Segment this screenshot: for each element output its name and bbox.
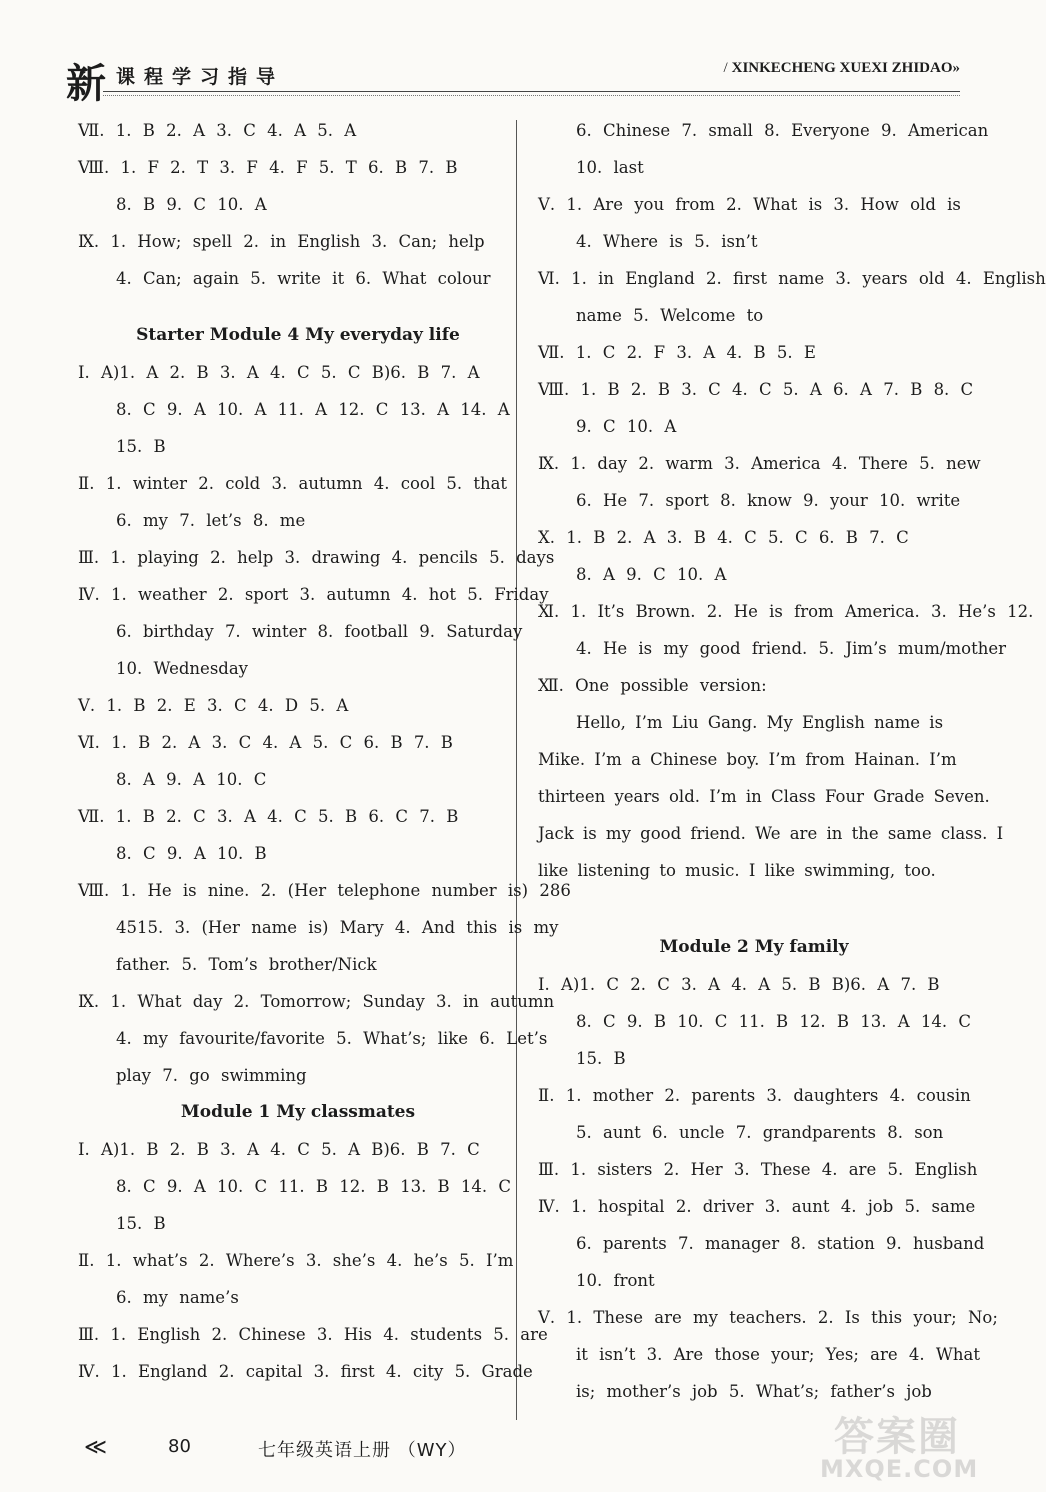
header-latin-text: XINKECHENG XUEXI ZHIDAO (731, 60, 953, 76)
answer-line-continued: 4. Where is 5. isn’t (576, 232, 758, 251)
section-title: Module 2 My family (659, 937, 849, 957)
answer-line: Ⅷ. 1. F 2. T 3. F 4. F 5. T 6. B 7. B (78, 158, 458, 177)
section-title: Module 1 My classmates (180, 1102, 416, 1122)
answer-line: Ⅲ. 1. playing 2. help 3. drawing 4. pencils 5. days (78, 548, 555, 567)
answer-line: Ⅱ. 1. mother 2. parents 3. daughters 4. cousin (538, 1086, 971, 1105)
left-column (78, 112, 571, 1390)
answer-line-continued: 4. He is my good friend. 5. Jim’s mum/mother (576, 639, 1006, 658)
answer-line: Ⅹ. 1. B 2. A 3. B 4. C 5. C 6. B 7. C (538, 528, 909, 547)
essay-line: thirteen years old. I’m in Class Four Grade Seven. (538, 787, 990, 806)
essay-line: Jack is my good friend. We are in the same class. I (538, 824, 1004, 843)
essay-line: like listening to music. I like swimming, too. (538, 861, 936, 880)
answer-line-continued: father. 5. Tom’s brother/Nick (116, 955, 377, 974)
answer-line: Ⅲ. 1. English 2. Chinese 3. His 4. students 5. are (78, 1325, 548, 1344)
answer-line-continued: 6. parents 7. manager 8. station 9. husband (576, 1234, 985, 1253)
answer-line-continued: 8. B 9. C 10. A (116, 195, 267, 214)
answer-line: Ⅷ. 1. He is nine. 2. (Her telephone number is) 286 (78, 881, 571, 900)
answer-line: Ⅺ. 1. It’s Brown. 2. He is from America. 3. He’s 12. (538, 602, 1034, 621)
answer-line: Ⅰ. A)1. A 2. B 3. A 4. C 5. C B)6. B 7. A (78, 363, 480, 382)
header-arrows-icon: » (952, 60, 960, 76)
page-header (0, 0, 1000, 110)
answer-line-continued: 8. C 9. A 10. C 11. B 12. B 13. B 14. C (116, 1177, 512, 1196)
answer-line: Ⅱ. 1. what’s 2. Where’s 3. she’s 4. he’s 5. I’m (78, 1251, 514, 1270)
answer-line-continued: 6. Chinese 7. small 8. Everyone 9. American (576, 121, 989, 140)
essay-line: Mike. I’m a Chinese boy. I’m from Hainan. I’m (538, 750, 957, 769)
answer-line-continued: 5. aunt 6. uncle 7. grandparents 8. son (576, 1123, 944, 1142)
answer-line: Ⅻ. One possible version: (538, 676, 767, 695)
answer-line-continued: 8. C 9. A 10. A 11. A 12. C 13. A 14. A (116, 400, 510, 419)
watermark-text: 答案圈 (834, 1414, 960, 1460)
watermark (820, 1405, 990, 1485)
answer-line: Ⅷ. 1. B 2. B 3. C 4. C 5. A 6. A 7. B 8. C (538, 380, 974, 399)
answer-line-continued: 6. He 7. sport 8. know 9. your 10. write (576, 491, 961, 510)
answer-line-continued: 4515. 3. (Her name is) Mary 4. And this is my (116, 918, 559, 937)
answer-line-continued: 6. birthday 7. winter 8. football 9. Saturday (116, 622, 523, 641)
watermark-url: MXQE.COM (820, 1455, 979, 1483)
answer-line-continued: 4. my favourite/favorite 5. What’s; like 6. Let’s (116, 1029, 548, 1048)
answer-line-continued: 4. Can; again 5. write it 6. What colour (116, 269, 491, 288)
answer-line: Ⅶ. 1. B 2. C 3. A 4. C 5. B 6. C 7. B (78, 807, 459, 826)
answer-line: Ⅴ. 1. These are my teachers. 2. Is this your; No; (538, 1308, 998, 1327)
answer-line: Ⅶ. 1. C 2. F 3. A 4. B 5. E (538, 343, 816, 362)
answer-line: Ⅸ. 1. day 2. warm 3. America 4. There 5. new (538, 454, 981, 473)
answer-line-continued: 8. C 9. A 10. B (116, 844, 267, 863)
essay-line: Hello, I’m Liu Gang. My English name is (576, 713, 944, 732)
footer-arrow-icon: ≪ (84, 1435, 108, 1460)
answer-line: Ⅵ. 1. in England 2. first name 3. years old 4. English (538, 269, 1046, 288)
answer-line: Ⅲ. 1. sisters 2. Her 3. These 4. are 5. English (538, 1160, 978, 1179)
answer-line: Ⅳ. 1. hospital 2. driver 3. aunt 4. job 5. same (538, 1197, 976, 1216)
answer-line-continued: name 5. Welcome to (576, 306, 764, 325)
answer-line: Ⅰ. A)1. B 2. B 3. A 4. C 5. A B)6. B 7. C (78, 1140, 480, 1159)
spacer (78, 297, 518, 317)
right-column (538, 112, 1046, 1410)
answer-line: Ⅱ. 1. winter 2. cold 3. autumn 4. cool 5. that (78, 474, 508, 493)
answer-line-continued: play 7. go swimming (116, 1066, 307, 1085)
answer-line-continued: 6. my 7. let’s 8. me (116, 511, 306, 530)
answer-line-continued: 15. B (116, 1214, 166, 1233)
header-title: 课程学习指导 (116, 66, 285, 88)
page-number: 80 (168, 1436, 191, 1457)
section-title: Starter Module 4 My everyday life (136, 325, 460, 345)
answer-line-continued: is; mother’s job 5. What’s; father’s job (576, 1382, 932, 1401)
answer-line: Ⅵ. 1. B 2. A 3. C 4. A 5. C 6. B 7. B (78, 733, 453, 752)
answer-line: Ⅴ. 1. B 2. E 3. C 4. D 5. A (78, 696, 349, 715)
answer-line-continued: 10. last (576, 158, 644, 177)
answer-line-continued: 10. front (576, 1271, 655, 1290)
answer-line-continued: 10. Wednesday (116, 659, 249, 678)
header-rule-dotted (103, 95, 960, 96)
answer-line-continued: it isn’t 3. Are those your; Yes; are 4. What (576, 1345, 980, 1364)
answer-line: Ⅰ. A)1. C 2. C 3. A 4. A 5. B B)6. A 7. B (538, 975, 940, 994)
spacer (538, 889, 970, 909)
header-rule (103, 91, 960, 92)
spacer (538, 909, 970, 929)
header-logo-char: 新 (66, 60, 106, 107)
answer-line-continued: 15. B (576, 1049, 626, 1068)
answer-line-continued: 9. C 10. A (576, 417, 677, 436)
answer-line-continued: 15. B (116, 437, 166, 456)
answer-line-continued: 8. C 9. B 10. C 11. B 12. B 13. A 14. C (576, 1012, 972, 1031)
answer-line-continued: 8. A 9. C 10. A (576, 565, 727, 584)
answer-line: Ⅳ. 1. weather 2. sport 3. autumn 4. hot 5. Friday (78, 585, 549, 604)
answer-line: Ⅸ. 1. How; spell 2. in English 3. Can; help (78, 232, 485, 251)
answer-line: Ⅸ. 1. What day 2. Tomorrow; Sunday 3. in autumn (78, 992, 555, 1011)
answer-line: Ⅴ. 1. Are you from 2. What is 3. How old is (538, 195, 961, 214)
answer-line-continued: 6. my name’s (116, 1288, 239, 1307)
answer-line: Ⅳ. 1. England 2. capital 3. first 4. city 5. Grade (78, 1362, 533, 1381)
answer-line: Ⅶ. 1. B 2. A 3. C 4. A 5. A (78, 121, 357, 140)
header-latin-title: / XINKECHENG XUEXI ZHIDAO» (723, 60, 960, 76)
answer-line-continued: 8. A 9. A 10. C (116, 770, 267, 789)
book-title: 七年级英语上册 （WY） (258, 1440, 467, 1461)
